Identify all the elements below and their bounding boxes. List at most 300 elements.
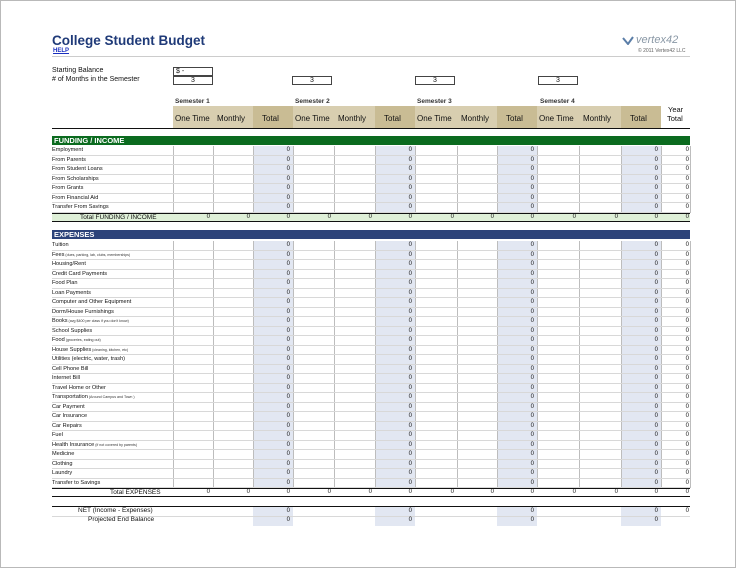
funding-total-value: 0 (408, 213, 412, 220)
expense-row (52, 336, 690, 346)
funding-section-header: FUNDING / INCOME (52, 136, 690, 145)
funding-row-value: 0 (654, 175, 658, 182)
expense-row-note: (cleaning, kitchen, etc) (91, 347, 129, 352)
funding-row-value: 0 (530, 204, 534, 210)
funding-row-value: 0 (408, 185, 412, 191)
expense-row-value: 0 (286, 251, 290, 258)
expense-row-value: 0 (530, 346, 534, 353)
expense-row (52, 241, 690, 251)
expense-row-value: 0 (654, 251, 658, 258)
vertex42-logo (622, 34, 678, 46)
expense-row-value: 0 (685, 365, 689, 372)
expense-row-value: 0 (685, 299, 689, 305)
expense-row-value: 0 (408, 337, 412, 343)
expense-row-value: 0 (286, 403, 290, 410)
semester-4-label: Semester 4 (540, 98, 575, 105)
expense-row-note: (Around Campus and Town ) (87, 395, 135, 399)
expense-row-value: 0 (408, 261, 412, 267)
expense-row-note: (dues, parking, lab, clubs, memberships) (64, 252, 131, 257)
expense-row-value: 0 (286, 270, 290, 277)
expense-row (52, 260, 690, 270)
funding-row-label: From Student Loans (52, 166, 103, 172)
expense-row (52, 251, 690, 261)
expense-row-label: Cell Phone Bill (52, 365, 89, 372)
expense-row-value: 0 (654, 403, 658, 410)
months-label: # of Months in the Semester (52, 76, 140, 83)
expense-row-label: Fuel (52, 432, 63, 438)
expense-row-value: 0 (286, 280, 290, 286)
expenses-vline (690, 241, 691, 488)
expense-row-value: 0 (685, 270, 689, 277)
expense-row-value: 0 (654, 422, 658, 429)
starting-balance-label: Starting Balance (52, 67, 104, 74)
expense-row-value: 0 (654, 384, 658, 391)
expense-row-value: 0 (530, 289, 534, 296)
expense-row-value: 0 (530, 327, 534, 334)
funding-row (52, 194, 690, 204)
expense-row-value: 0 (654, 308, 658, 315)
funding-vline (690, 146, 691, 213)
funding-row-value: 0 (685, 194, 689, 201)
expense-row-label: Clothing (52, 460, 73, 467)
funding-row-value: 0 (530, 156, 534, 163)
expense-row-value: 0 (654, 413, 658, 419)
funding-total-value: 0 (490, 213, 494, 220)
expense-row (52, 270, 690, 280)
net-value: 0 (408, 508, 412, 514)
funding-row-value: 0 (654, 147, 658, 153)
expense-row-value: 0 (286, 337, 290, 343)
expense-row-value: 0 (530, 403, 534, 410)
help-link[interactable]: HELP (53, 48, 70, 54)
expense-row-value: 0 (654, 356, 658, 362)
expense-row-value: 0 (530, 308, 534, 315)
funding-total-value: 0 (572, 213, 576, 220)
expense-row-value: 0 (530, 413, 534, 419)
expense-row-value: 0 (654, 261, 658, 267)
expense-row (52, 403, 690, 413)
funding-row (52, 156, 690, 166)
expense-row (52, 355, 690, 365)
expense-row-value: 0 (530, 384, 534, 391)
expenses-section-header: EXPENSES (52, 230, 690, 239)
page-title: College Student Budget (52, 33, 205, 48)
projected-balance-value: 0 (408, 517, 412, 523)
expense-row-value: 0 (530, 451, 534, 457)
funding-row-value: 0 (654, 156, 658, 163)
funding-row-value: 0 (408, 166, 412, 172)
expenses-total-value: 0 (490, 489, 494, 495)
expense-row-value: 0 (654, 242, 658, 248)
expense-row-value: 0 (685, 280, 689, 286)
expense-row-value: 0 (654, 460, 658, 467)
net-value: 0 (286, 508, 290, 514)
expense-row (52, 298, 690, 308)
expense-row-label: Car Payment (52, 403, 85, 410)
col-header-total-sem2: Total (384, 114, 401, 123)
expenses-total-value: 0 (450, 489, 454, 495)
expense-row-value: 0 (408, 365, 412, 372)
expense-row (52, 346, 690, 356)
expense-row-value: 0 (654, 270, 658, 277)
funding-row-label: From Scholarships (52, 175, 99, 182)
expense-row-label: Computer and Other Equipment (52, 299, 132, 305)
expense-row-value: 0 (408, 441, 412, 448)
expense-row-value: 0 (286, 289, 290, 296)
expense-row (52, 308, 690, 318)
expense-row-value: 0 (286, 365, 290, 372)
net-label: NET (Income - Expenses) (78, 507, 153, 514)
funding-row-value: 0 (286, 204, 290, 210)
funding-total-value: 0 (246, 213, 250, 220)
funding-total-value: 0 (685, 213, 689, 220)
expense-row-value: 0 (286, 375, 290, 381)
expense-row-value: 0 (530, 299, 534, 305)
expense-row-value: 0 (408, 403, 412, 410)
net-value: 0 (654, 508, 658, 514)
expense-row-label: Food (groceries, eating out) (52, 337, 101, 343)
expense-row (52, 289, 690, 299)
expense-row-value: 0 (654, 289, 658, 296)
expense-row (52, 422, 690, 432)
expense-row-value: 0 (685, 451, 689, 457)
col-header-one-time-sem2: One Time (295, 114, 330, 123)
expense-row-value: 0 (654, 365, 658, 372)
expense-row-value: 0 (654, 441, 658, 448)
funding-row-value: 0 (286, 175, 290, 182)
expense-row-value: 0 (685, 337, 689, 343)
funding-total-value: 0 (530, 213, 534, 220)
expense-row-value: 0 (286, 394, 290, 400)
expense-row-value: 0 (685, 261, 689, 267)
expense-row-note: (avg $400 per class if you don't know) (67, 319, 129, 323)
expenses-total-value: 0 (408, 489, 412, 495)
year-total-header-2: Total (667, 114, 683, 123)
funding-row-value: 0 (654, 194, 658, 201)
expense-row-value: 0 (286, 413, 290, 419)
expenses-total-value: 0 (286, 489, 290, 495)
expense-row-label: Car Insurance (52, 413, 88, 419)
expense-row-value: 0 (286, 346, 290, 353)
funding-row-value: 0 (408, 156, 412, 163)
expense-row-value: 0 (685, 318, 689, 324)
col-header-one-time-sem3: One Time (417, 114, 452, 123)
expense-row-value: 0 (530, 432, 534, 438)
expense-row-label: Fees (dues, parking, lab, clubs, memberships) (52, 251, 131, 258)
expense-row-value: 0 (685, 289, 689, 296)
months-input-sem1[interactable]: 3 (173, 76, 213, 85)
expense-row-value: 0 (530, 280, 534, 286)
expense-row-value: 0 (286, 356, 290, 362)
funding-row (52, 203, 690, 213)
expense-row-value: 0 (286, 327, 290, 334)
funding-total-value: 0 (286, 213, 290, 220)
expense-row-value: 0 (685, 441, 689, 448)
funding-row-value: 0 (685, 147, 689, 153)
copyright: © 2011 Vertex42 LLC (638, 48, 686, 54)
expense-row-value: 0 (408, 356, 412, 362)
expense-row-value: 0 (530, 394, 534, 400)
expense-row-value: 0 (286, 470, 290, 476)
col-header-total-sem4: Total (630, 114, 647, 123)
expense-row-label: Credit Card Payments (52, 270, 108, 277)
funding-total-value: 0 (614, 213, 618, 220)
funding-row-value: 0 (286, 156, 290, 163)
expense-row-value: 0 (530, 337, 534, 343)
semester-2-label: Semester 2 (295, 98, 330, 105)
expense-row-value: 0 (685, 384, 689, 391)
expense-row-label: Books (avg $400 per class if you don't know) (52, 318, 129, 324)
header-rule (52, 128, 690, 129)
expense-row-value: 0 (530, 422, 534, 429)
expense-row (52, 479, 690, 489)
expense-row-value: 0 (408, 327, 412, 334)
funding-row-value: 0 (685, 185, 689, 191)
expenses-total-value: 0 (530, 489, 534, 495)
funding-row-label: From Grants (52, 185, 84, 191)
expense-row-value: 0 (286, 422, 290, 429)
funding-row (52, 146, 690, 156)
funding-row-label: From Parents (52, 156, 86, 163)
semester-3-label: Semester 3 (417, 98, 452, 105)
expense-row-value: 0 (685, 422, 689, 429)
expense-row-value: 0 (408, 289, 412, 296)
expense-row-value: 0 (286, 451, 290, 457)
expenses-total-value: 0 (685, 489, 689, 495)
funding-row-value: 0 (408, 175, 412, 182)
logo-text: vertex42 (636, 34, 679, 46)
expense-row-label: School Supplies (52, 327, 93, 334)
projected-balance-value: 0 (286, 517, 290, 523)
logo-mark-icon (622, 36, 634, 45)
expenses-total-value: 0 (246, 489, 250, 495)
expense-row-value: 0 (685, 413, 689, 419)
expense-row-value: 0 (530, 441, 534, 448)
expense-row-value: 0 (685, 308, 689, 315)
funding-row-value: 0 (685, 166, 689, 172)
funding-row (52, 175, 690, 185)
expense-row-value: 0 (408, 318, 412, 324)
projected-balance-value: 0 (654, 517, 658, 523)
expense-row-value: 0 (408, 470, 412, 476)
expense-row-value: 0 (685, 375, 689, 381)
col-header-monthly-sem1: Monthly (217, 114, 246, 123)
funding-row (52, 165, 690, 175)
expenses-total-value: 0 (327, 489, 331, 495)
expenses-total-value: 0 (206, 489, 210, 495)
funding-total-value: 0 (368, 213, 372, 220)
expense-row (52, 460, 690, 470)
expense-row-value: 0 (685, 346, 689, 353)
months-input-sem2[interactable]: 3 (292, 76, 332, 85)
expense-row-value: 0 (286, 299, 290, 305)
expense-row-value: 0 (654, 346, 658, 353)
expense-row-value: 0 (286, 308, 290, 315)
funding-row-value: 0 (685, 175, 689, 182)
year-total-header-1: Year (668, 105, 684, 114)
expense-row (52, 317, 690, 327)
expense-row-value: 0 (286, 479, 290, 486)
expense-row-value: 0 (408, 375, 412, 381)
expenses-total-value: 0 (614, 489, 618, 495)
col-header-one-time-sem1: One Time (175, 114, 210, 123)
expense-row-label: Food Plan (52, 280, 78, 286)
expense-row-value: 0 (685, 432, 689, 438)
expense-row (52, 450, 690, 460)
funding-row-value: 0 (654, 166, 658, 172)
funding-row-value: 0 (286, 166, 290, 172)
expense-row-value: 0 (530, 460, 534, 467)
expense-row-value: 0 (685, 460, 689, 467)
funding-row-value: 0 (286, 194, 290, 201)
expense-row-value: 0 (408, 308, 412, 315)
funding-total-value: 0 (206, 213, 210, 220)
expense-row-value: 0 (654, 337, 658, 343)
expense-row (52, 365, 690, 375)
funding-row-value: 0 (530, 185, 534, 191)
expense-row-value: 0 (408, 451, 412, 457)
expense-row (52, 384, 690, 394)
expense-row-value: 0 (654, 375, 658, 381)
expense-row-value: 0 (286, 432, 290, 438)
expense-row-label: Transportation (Around Campus and Town ) (52, 394, 135, 400)
expense-row-value: 0 (408, 479, 412, 486)
expense-row-label: Tuition (52, 242, 69, 248)
expense-row-value: 0 (408, 280, 412, 286)
expense-row-value: 0 (286, 460, 290, 467)
expense-row-label: Loan Payments (52, 289, 91, 296)
col-header-monthly-sem2: Monthly (338, 114, 367, 123)
expense-row-value: 0 (408, 394, 412, 400)
expense-row-value: 0 (654, 280, 658, 286)
expenses-total-value: 0 (572, 489, 576, 495)
funding-row-value: 0 (685, 156, 689, 163)
expense-row (52, 374, 690, 384)
expense-row-value: 0 (408, 242, 412, 248)
funding-row-value: 0 (408, 204, 412, 210)
expense-row (52, 469, 690, 479)
funding-total-value: 0 (327, 213, 331, 220)
expenses-total-value: 0 (654, 489, 658, 495)
expense-row-value: 0 (530, 470, 534, 476)
expense-row (52, 327, 690, 337)
expense-row-value: 0 (654, 432, 658, 438)
funding-row-value: 0 (530, 175, 534, 182)
expense-row-label: Medicine (52, 451, 75, 457)
months-input-sem3[interactable]: 3 (415, 76, 455, 85)
expense-row (52, 279, 690, 289)
expense-row-label: Laundry (52, 470, 73, 476)
expense-row-value: 0 (286, 261, 290, 267)
expense-row-label: Internet Bill (52, 375, 80, 381)
expense-row-value: 0 (530, 270, 534, 277)
expense-row-value: 0 (654, 327, 658, 334)
funding-row-value: 0 (530, 166, 534, 172)
expenses-total-label: Total EXPENSES (110, 489, 161, 496)
expense-row-label: House Supplies (cleaning, kitchen, etc) (52, 346, 129, 353)
expense-row (52, 441, 690, 451)
expense-row-value: 0 (408, 432, 412, 438)
projected-balance-value: 0 (530, 517, 534, 523)
funding-total-value: 0 (654, 213, 658, 220)
expense-row-value: 0 (286, 441, 290, 448)
funding-row-value: 0 (654, 185, 658, 191)
expense-row-value: 0 (685, 356, 689, 362)
expense-row-note: (groceries, eating out) (64, 338, 101, 342)
funding-row-label: Transfer From Savings (52, 204, 109, 210)
expense-row-value: 0 (408, 413, 412, 419)
expense-row-value: 0 (654, 451, 658, 457)
expense-row-label: Transfer to Savings (52, 479, 101, 486)
expense-row-value: 0 (286, 318, 290, 324)
expense-row-label: Dorm/House Furnishings (52, 308, 114, 315)
expense-row-label: Travel Home or Other (52, 384, 106, 391)
expense-row (52, 431, 690, 441)
months-input-sem4[interactable]: 3 (538, 76, 578, 85)
funding-total-value: 0 (450, 213, 454, 220)
divider (52, 56, 690, 57)
expense-row (52, 412, 690, 422)
expense-row-value: 0 (685, 242, 689, 248)
funding-row-label: Employment (52, 147, 84, 153)
expense-row-value: 0 (685, 403, 689, 410)
expense-row-label: Utilities (electric, water, trash) (52, 356, 126, 362)
expense-row-value: 0 (286, 242, 290, 248)
expense-row-label: Health Insurance (if not covered by parents) (52, 441, 138, 448)
semester-1-label: Semester 1 (175, 98, 210, 105)
expense-row-value: 0 (685, 479, 689, 486)
expense-row-note: (if not covered by parents) (94, 442, 138, 447)
funding-row-value: 0 (685, 204, 689, 210)
expense-row-value: 0 (654, 479, 658, 486)
expense-row-value: 0 (530, 356, 534, 362)
expense-row-value: 0 (408, 346, 412, 353)
expense-row-value: 0 (408, 299, 412, 305)
expense-row-value: 0 (654, 394, 658, 400)
expense-row-value: 0 (685, 251, 689, 258)
expenses-total-value: 0 (368, 489, 372, 495)
col-header-monthly-sem3: Monthly (461, 114, 490, 123)
expense-row-value: 0 (408, 251, 412, 258)
expense-row-label: Car Repairs (52, 422, 82, 429)
net-value: 0 (530, 508, 534, 514)
expense-row-value: 0 (530, 365, 534, 372)
expense-row (52, 393, 690, 403)
projected-balance-label: Projected End Balance (88, 516, 155, 523)
col-header-one-time-sem4: One Time (539, 114, 574, 123)
funding-row-value: 0 (654, 204, 658, 210)
expense-row-value: 0 (530, 251, 534, 258)
expense-row-value: 0 (685, 327, 689, 334)
expense-row-value: 0 (408, 460, 412, 467)
expense-row-value: 0 (408, 384, 412, 391)
expense-row-value: 0 (286, 384, 290, 391)
funding-row-value: 0 (408, 194, 412, 201)
funding-row-value: 0 (408, 147, 412, 153)
expense-row-value: 0 (408, 422, 412, 429)
expense-row-value: 0 (654, 299, 658, 305)
expense-row-value: 0 (530, 375, 534, 381)
funding-row-value: 0 (530, 194, 534, 201)
expense-row-label: Housing/Rent (52, 261, 86, 267)
funding-row (52, 184, 690, 194)
funding-total-label: Total FUNDING / INCOME (80, 213, 157, 221)
funding-row-label: From Financial Aid (52, 194, 99, 201)
expense-row-value: 0 (685, 394, 689, 400)
starting-balance-input[interactable]: $ - (173, 67, 213, 76)
expense-row-value: 0 (654, 318, 658, 324)
expense-row-value: 0 (530, 318, 534, 324)
